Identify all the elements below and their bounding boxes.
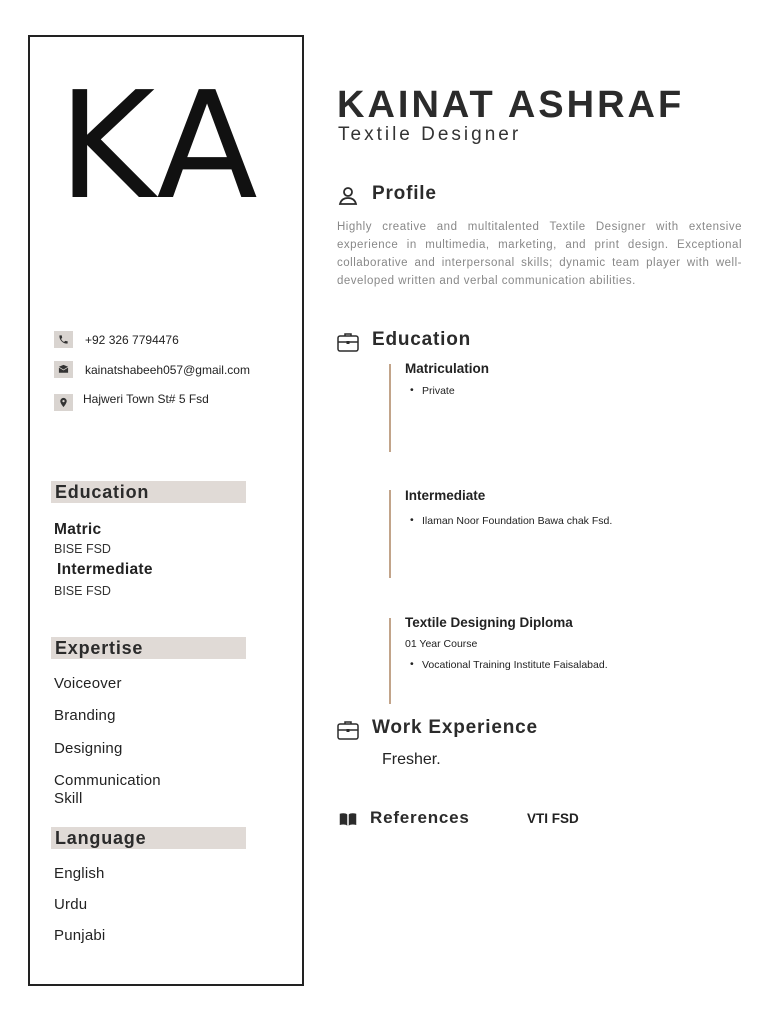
- left-education-title: Education: [55, 482, 150, 502]
- left-education-band: [51, 481, 246, 503]
- references-value: VTI FSD: [527, 811, 579, 826]
- work-experience-title: Work Experience: [372, 717, 538, 738]
- address-text: Hajweri Town St# 5 Fsd: [83, 391, 209, 406]
- contact-email: [54, 361, 250, 378]
- envelope-icon: [54, 361, 73, 378]
- education-entry-bullet: • Vocational Training Institute Faisalabad.: [422, 659, 608, 671]
- work-experience-text: Fresher.: [382, 751, 441, 768]
- expertise-item: Voiceover: [54, 675, 122, 692]
- email-text[interactable]: kainatshabeeh057@gmail.com: [85, 362, 250, 377]
- expertise-item: Branding: [54, 707, 116, 724]
- job-title: Textile Designer: [338, 124, 522, 145]
- education-entry-title: Textile Designing Diploma: [405, 615, 573, 630]
- left-education-degree-2: Intermediate: [57, 561, 153, 578]
- expertise-band: [51, 637, 246, 659]
- expertise-item: Designing: [54, 740, 123, 757]
- phone-icon: [54, 331, 73, 348]
- monogram: KA: [58, 60, 262, 232]
- education-entry-subtitle: 01 Year Course: [405, 638, 478, 650]
- briefcase-icon: [336, 718, 360, 742]
- language-item: Urdu: [54, 896, 88, 913]
- language-title: Language: [55, 828, 147, 848]
- education-entry-bullet: • Private: [422, 385, 455, 397]
- contact-address: [54, 391, 209, 411]
- timeline-line: [389, 490, 391, 578]
- expertise-item: Communication: [54, 772, 161, 789]
- language-item: English: [54, 865, 105, 882]
- person-icon: [336, 184, 360, 208]
- timeline-line: [389, 618, 391, 704]
- left-education-board-2: BISE FSD: [54, 584, 111, 598]
- expertise-title: Expertise: [55, 638, 144, 658]
- profile-title: Profile: [372, 183, 437, 204]
- expertise-item: Skill: [54, 790, 83, 807]
- language-item: Punjabi: [54, 927, 106, 944]
- education-entry-title: Intermediate: [405, 488, 486, 503]
- contact-phone: [54, 331, 179, 348]
- left-education-degree-1: Matric: [54, 521, 102, 538]
- profile-text: Highly creative and multitalented Textile Designer with extensive experience in multimedia, marketing, and print design. Exceptional collaborative and interpersonal skills; dynamic team player with well-developed written and verbal communication abilities.: [337, 221, 742, 287]
- briefcase-icon: [336, 330, 360, 354]
- education-entry-bullet: • Ilaman Noor Foundation Bawa chak Fsd.: [422, 515, 612, 527]
- location-pin-icon: [54, 394, 73, 411]
- education-title: Education: [372, 329, 472, 350]
- references-title: References: [370, 808, 470, 827]
- full-name: KAINAT ASHRAF: [337, 84, 685, 126]
- timeline-line: [389, 364, 391, 452]
- education-entry-title: Matriculation: [405, 361, 490, 376]
- language-band: [51, 827, 246, 849]
- left-education-board-1: BISE FSD: [54, 542, 111, 556]
- phone-text[interactable]: +92 326 7794476: [85, 332, 179, 347]
- open-book-icon: [339, 811, 357, 827]
